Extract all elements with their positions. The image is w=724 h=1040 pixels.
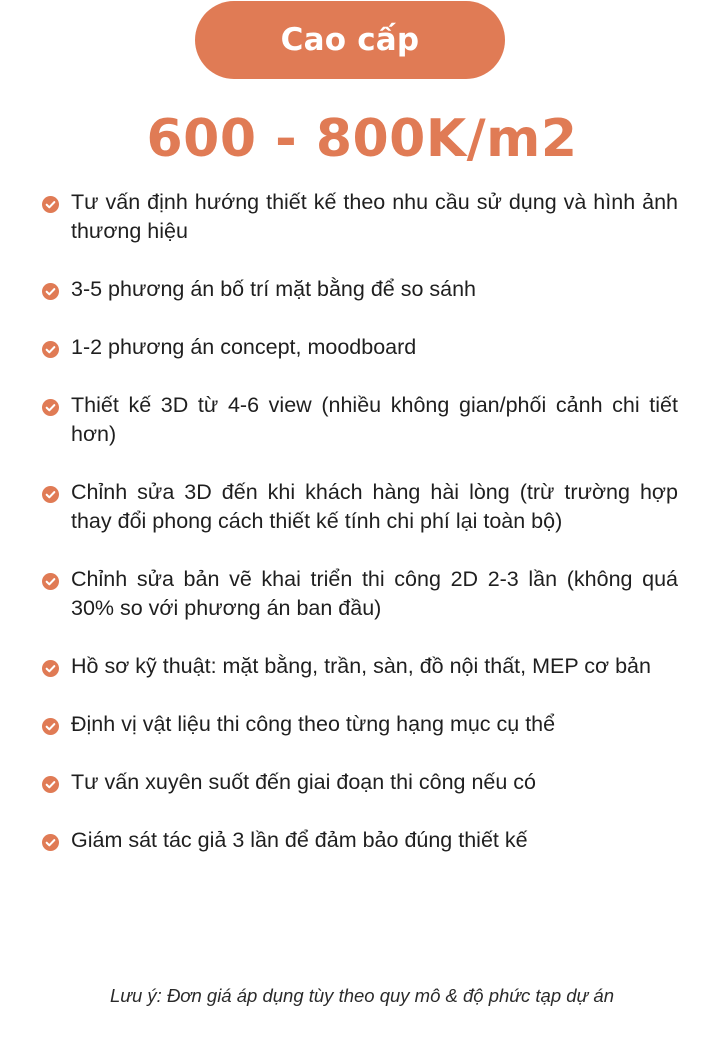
feature-text: Giám sát tác giả 3 lần để đảm bảo đúng thiết kế xyxy=(71,828,528,852)
feature-item xyxy=(42,333,678,362)
check-circle-icon xyxy=(42,196,59,213)
price-label: 600 - 800K/m2 xyxy=(146,109,578,169)
check-circle-icon xyxy=(42,718,59,735)
feature-item xyxy=(42,652,678,681)
feature-text: Tư vấn định hướng thiết kế theo nhu cầu sử dụng và hình ảnh thương hiệu xyxy=(71,190,678,243)
feature-text: Chỉnh sửa 3D đến khi khách hàng hài lòng (trừ trường hợp thay đổi phong cách thiết kế tính chi phí lại toàn bộ) xyxy=(71,480,678,533)
feature-item xyxy=(42,826,678,855)
feature-text: Chỉnh sửa bản vẽ khai triển thi công 2D 2-3 lần (không quá 30% so với phương án ban đầu) xyxy=(71,567,678,620)
tier-badge xyxy=(195,1,505,79)
check-circle-icon xyxy=(42,834,59,851)
feature-text: 3-5 phương án bố trí mặt bằng để so sánh xyxy=(71,277,477,301)
tier-label: Cao cấp xyxy=(280,22,420,58)
feature-text: Hồ sơ kỹ thuật: mặt bằng, trần, sàn, đồ nội thất, MEP cơ bản xyxy=(71,654,651,678)
check-circle-icon xyxy=(42,573,59,590)
feature-item xyxy=(42,188,678,246)
feature-text: Định vị vật liệu thi công theo từng hạng mục cụ thể xyxy=(71,712,556,736)
check-circle-icon xyxy=(42,486,59,503)
check-circle-icon xyxy=(42,399,59,416)
feature-list xyxy=(42,188,678,884)
pricing-note: Lưu ý: Đơn giá áp dụng tùy theo quy mô & độ phức tạp dự án xyxy=(109,985,615,1006)
feature-text: Thiết kế 3D từ 4-6 view (nhiều không gian/phối cảnh chi tiết hơn) xyxy=(71,393,678,446)
feature-item xyxy=(42,710,678,739)
feature-text: 1-2 phương án concept, moodboard xyxy=(71,335,417,359)
check-circle-icon xyxy=(42,283,59,300)
check-circle-icon xyxy=(42,660,59,677)
feature-item xyxy=(42,391,678,449)
feature-item xyxy=(42,478,678,536)
feature-text: Tư vấn xuyên suốt đến giai đoạn thi công nếu có xyxy=(71,770,537,794)
feature-item xyxy=(42,275,678,304)
check-circle-icon xyxy=(42,341,59,358)
feature-item xyxy=(42,565,678,623)
feature-item xyxy=(42,768,678,797)
check-circle-icon xyxy=(42,776,59,793)
